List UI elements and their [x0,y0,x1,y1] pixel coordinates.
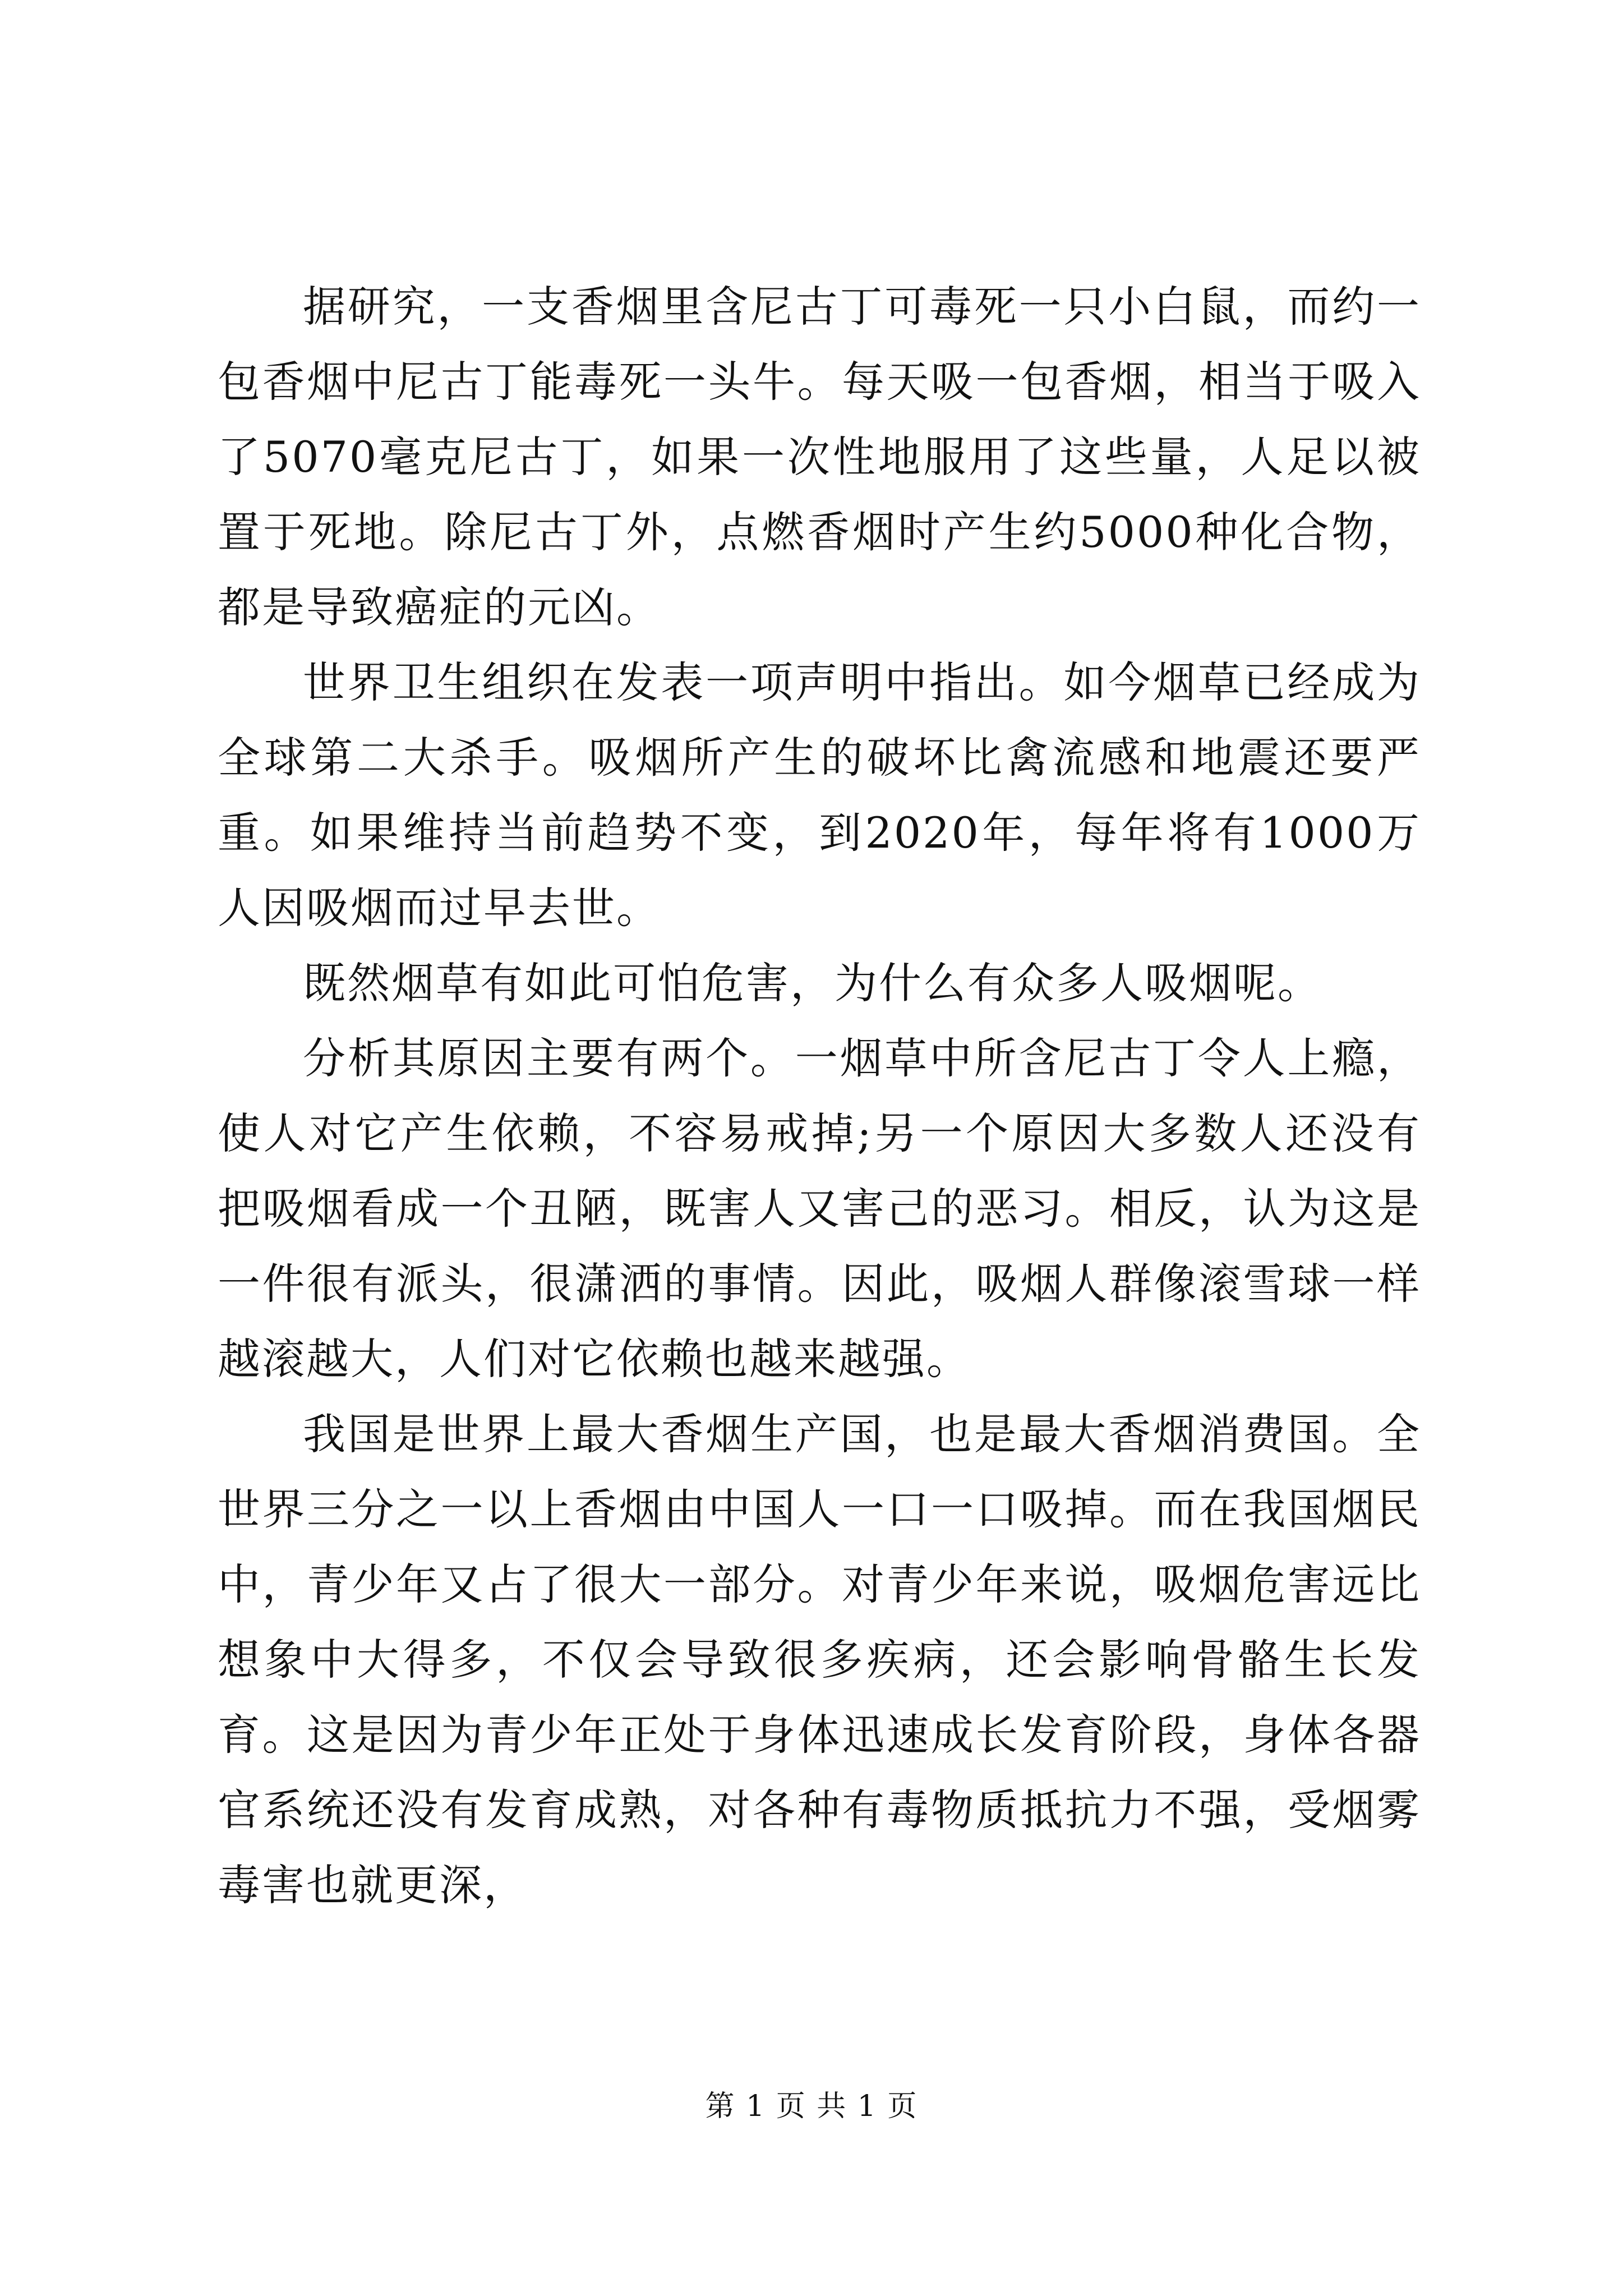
paragraph-china-youth: 我国是世界上最大香烟生产国，也是最大香烟消费国。全世界三分之一以上香烟由中国人一口一口吸掉。而在我国烟民中，青少年又占了很大一部分。对青少年来说，吸烟危害远比想象中大得多，不仅会导致很多疾病，还会影响骨骼生长发育。这是因为青少年正处于身体迅速成长发育阶段，身体各器官系统还没有发育成熟，对各种有毒物质抵抗力不强，受烟雾毒害也就更深， [218,1409,1421,1910]
paragraph-reasons: 分析其原因主要有两个。一烟草中所含尼古丁令人上瘾，使人对它产生依赖，不容易戒掉;另一个原因大多数人还没有把吸烟看成一个丑陋，既害人又害己的恶习。相反，认为这是一件很有派头，很潇洒的事情。因此，吸烟人群像滚雪球一样越滚越大，人们对它依赖也越来越强。 [218,1033,1421,1384]
page-footer: 第 1 页 共 1 页 [705,2090,918,2123]
paragraph-why-smoke: 既然烟草有如此可怕危害，为什么有众多人吸烟呢。 [303,958,1322,1008]
document-body [218,269,1421,1923]
paragraph-who-statement: 世界卫生组织在发表一项声明中指出。如今烟草已经成为全球第二大杀手。吸烟所产生的破坏比禽流感和地震还要严重。如果维持当前趋势不变，到2020年，每年将有1000万人因吸烟而过早去世。 [218,657,1421,933]
paragraph-nicotine-toxicity: 据研究，一支香烟里含尼古丁可毒死一只小白鼠，而约一包香烟中尼古丁能毒死一头牛。每天吸一包香烟，相当于吸入了5070毫克尼古丁，如果一次性地服用了这些量，人足以被置于死地。除尼古丁外，点燃香烟时产生约5000种化合物，都是导致癌症的元凶。 [218,282,1421,632]
